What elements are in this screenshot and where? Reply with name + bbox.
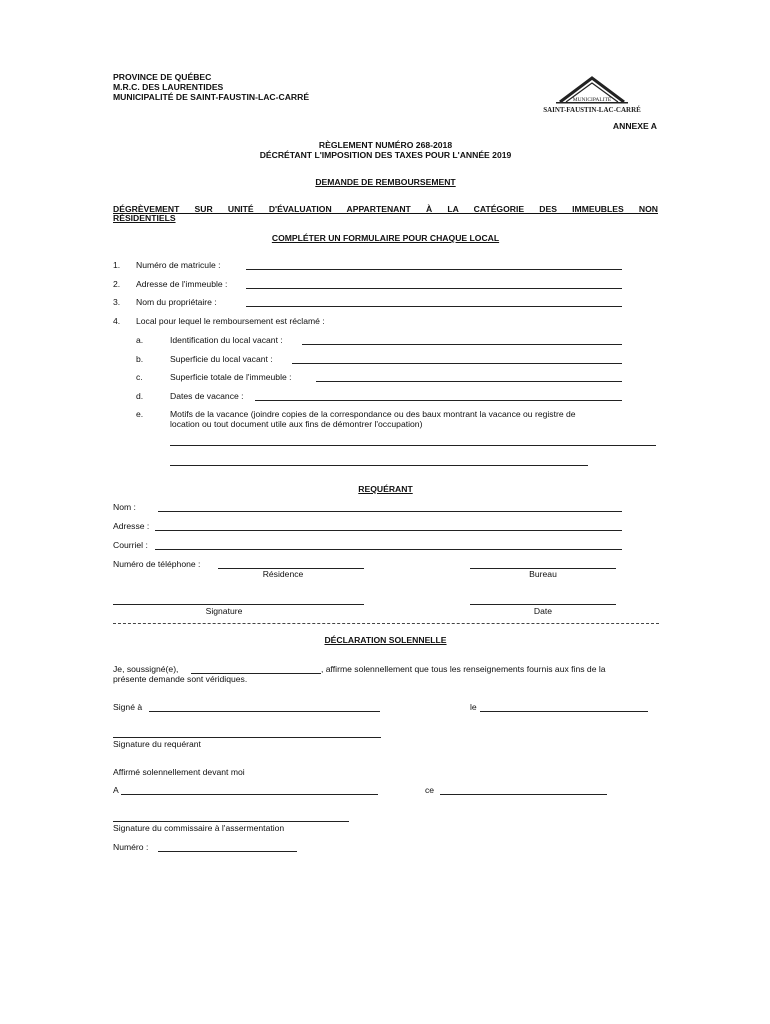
item-2-num: 2. (113, 279, 121, 289)
nom-field[interactable] (158, 511, 622, 512)
ce-label: ce (425, 785, 435, 795)
item-1-num: 1. (113, 260, 121, 270)
courriel-label: Courriel : (113, 540, 148, 550)
adresse-field[interactable] (155, 530, 622, 531)
decretant-title: DÉCRÉTANT L'IMPOSITION DES TAXES POUR L'ANNÉE 2019 (259, 150, 512, 160)
affirme-devant-label: Affirmé solennellement devant moi (113, 767, 245, 777)
item-4-label: Local pour lequel le remboursement est réclamé : (136, 316, 325, 326)
nom-label: Nom : (113, 502, 136, 512)
demande-title: DEMANDE DE REMBOURSEMENT (315, 177, 456, 187)
ce-field[interactable] (440, 794, 607, 795)
date-field[interactable] (470, 604, 616, 605)
signature-commissaire-field[interactable] (113, 821, 349, 822)
subitem-d-label: Dates de vacance : (170, 391, 244, 401)
a-field[interactable] (121, 794, 378, 795)
bureau-caption: Bureau (529, 569, 557, 579)
proprietaire-field[interactable] (246, 306, 622, 307)
dates-vacance-field[interactable] (255, 400, 622, 401)
a-label: A (113, 785, 119, 795)
header-province: PROVINCE DE QUÉBEC (113, 72, 212, 82)
subitem-c-letter: c. (136, 372, 143, 382)
subitem-b-label: Superficie du local vacant : (170, 354, 273, 364)
signature-commissaire-caption: Signature du commissaire à l'assermentation (113, 823, 285, 833)
item-3-label: Nom du propriétaire : (136, 297, 217, 307)
subitem-d-letter: d. (136, 391, 144, 401)
date-caption: Date (533, 606, 553, 616)
requerant-heading: REQUÉRANT (358, 484, 413, 494)
subitem-e-letter: e. (136, 409, 144, 419)
signature-field[interactable] (113, 604, 364, 605)
item-4-num: 4. (113, 316, 121, 326)
numero-field[interactable] (158, 851, 297, 852)
signature-caption: Signature (205, 606, 243, 616)
degrevement-line1: DÉGRÈVEMENT SUR UNITÉ D'ÉVALUATION APPARTENANT À LA CATÉGORIE DES IMMEUBLES NON (113, 204, 658, 214)
superficie-totale-field[interactable] (316, 381, 622, 382)
matricule-field[interactable] (246, 269, 622, 270)
signe-a-field[interactable] (149, 711, 380, 712)
numero-label: Numéro : (113, 842, 149, 852)
municipality-logo (543, 74, 641, 118)
header-mrc: M.R.C. DES LAURENTIDES (113, 82, 224, 92)
item-1-label: Numéro de matricule : (136, 260, 221, 270)
superficie-local-field[interactable] (292, 363, 622, 364)
section-divider (113, 623, 659, 624)
subitem-a-letter: a. (136, 335, 144, 345)
subitem-e-label2: location ou tout document utile aux fins de démontrer l'occupation) (170, 419, 423, 429)
adresse-immeuble-field[interactable] (246, 288, 622, 289)
le-field[interactable] (480, 711, 648, 712)
subitem-b-letter: b. (136, 354, 144, 364)
logo-text-main: SAINT-FAUSTIN-LAC-CARRÉ (543, 106, 641, 114)
logo-text-top: MUNICIPALITÉ (572, 97, 612, 103)
annex-label: ANNEXE A (612, 121, 657, 131)
degrevement-line2: RÉSIDENTIELS (113, 213, 176, 223)
signature-requerant-caption: Signature du requérant (113, 739, 201, 749)
reglement-title: RÈGLEMENT NUMÉRO 268-2018 (318, 140, 453, 150)
header-block (113, 72, 309, 102)
affirme-text: , affirme solennellement que tous les renseignements fournis aux fins de la (321, 664, 606, 674)
signe-a-label: Signé à (113, 702, 143, 712)
header-municipalite: MUNICIPALITÉ DE SAINT-FAUSTIN-LAC-CARRÉ (113, 92, 310, 102)
subitem-e-label: Motifs de la vacance (joindre copies de la correspondance ou des baux montrant la vacance ou registre de (170, 409, 576, 419)
le-label: le (470, 702, 477, 712)
signature-requerant-field[interactable] (113, 737, 381, 738)
instruction-title: COMPLÉTER UN FORMULAIRE POUR CHAQUE LOCAL (271, 233, 500, 243)
item-2-label: Adresse de l'immeuble : (136, 279, 228, 289)
adresse-label: Adresse : (113, 521, 150, 531)
telephone-label: Numéro de téléphone : (113, 559, 201, 569)
courriel-field[interactable] (155, 549, 622, 550)
motifs-field-line1[interactable] (170, 445, 656, 446)
local-vacant-field[interactable] (302, 344, 622, 345)
residence-caption: Résidence (262, 569, 304, 579)
declaration-heading: DÉCLARATION SOLENNELLE (324, 635, 447, 645)
subitem-a-label: Identification du local vacant : (170, 335, 283, 345)
veridiques-text: présente demande sont véridiques. (113, 674, 248, 684)
motifs-field-line2[interactable] (170, 465, 588, 466)
subitem-c-label: Superficie totale de l'immeuble : (170, 372, 292, 382)
soussigne-text: Je, soussigné(e), (113, 664, 179, 674)
item-3-num: 3. (113, 297, 121, 307)
